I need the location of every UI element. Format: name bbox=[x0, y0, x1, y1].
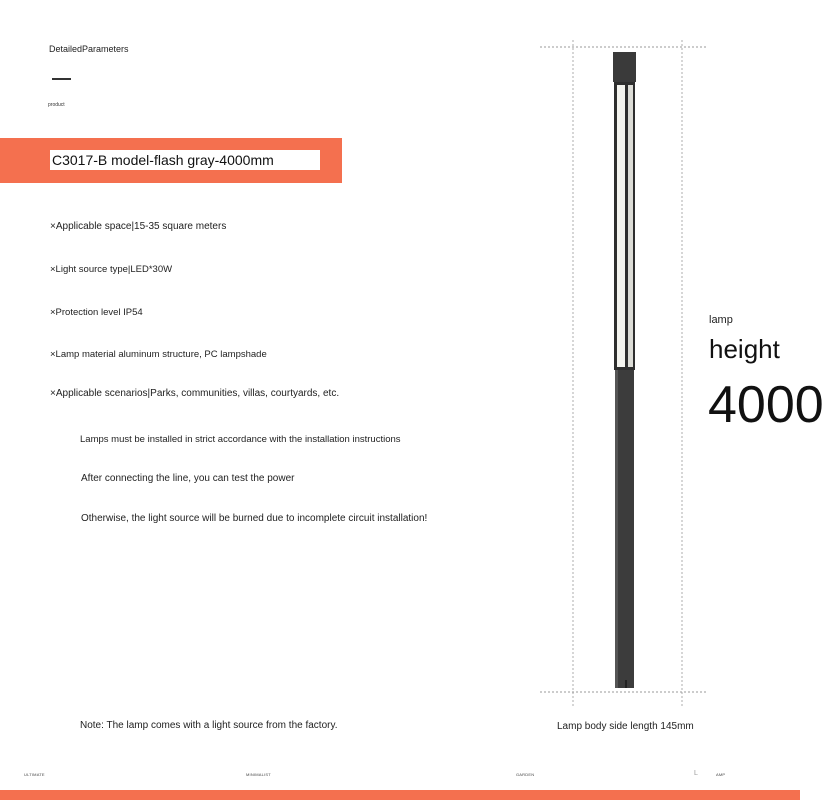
spec-applicable-scenarios: ×Applicable scenarios|Parks, communities, villas, courtyards, etc. bbox=[50, 388, 340, 399]
spec-applicable-space: ×Applicable space|15-35 square meters bbox=[50, 221, 227, 232]
light-strip-right bbox=[628, 85, 633, 367]
pole-base-slot bbox=[625, 680, 627, 688]
height-label: height bbox=[709, 334, 780, 364]
height-value: 4000 bbox=[708, 376, 824, 434]
footer-word-garden: GARDEN bbox=[516, 772, 535, 777]
spec-protection-level: ×Protection level IP54 bbox=[50, 307, 143, 318]
install-note-3: Otherwise, the light source will be burned due to incomplete circuit installation! bbox=[81, 513, 428, 524]
lamp-label: lamp bbox=[709, 314, 733, 326]
side-length-label: Lamp body side length 145mm bbox=[557, 721, 694, 732]
pole-highlight bbox=[615, 370, 618, 688]
footer-word-minimalist: MINIMALIST bbox=[246, 772, 271, 777]
spec-lamp-material: ×Lamp material aluminum structure, PC lampshade bbox=[50, 349, 267, 360]
footer-word-amp: AMP bbox=[716, 772, 726, 777]
lamp-illustration bbox=[530, 40, 720, 710]
section-subtitle: product bbox=[48, 102, 65, 108]
install-note-2: After connecting the line, you can test the power bbox=[81, 473, 295, 484]
footer-note: Note: The lamp comes with a light source from the factory. bbox=[80, 720, 338, 731]
footer-word-ultimate: ULTIMATE bbox=[24, 772, 45, 777]
bottom-accent-bar bbox=[0, 790, 800, 800]
section-title: DetailedParameters bbox=[49, 44, 129, 54]
lamp-cap bbox=[613, 52, 636, 82]
footer-word-l: L bbox=[694, 770, 699, 777]
title-underline bbox=[52, 78, 71, 80]
light-strip-left bbox=[617, 85, 625, 367]
install-note-1: Lamps must be installed in strict accordance with the installation instructions bbox=[80, 434, 401, 445]
model-label: C3017-B model-flash gray-4000mm bbox=[50, 150, 320, 170]
spec-light-source: ×Light source type|LED*30W bbox=[50, 264, 173, 275]
